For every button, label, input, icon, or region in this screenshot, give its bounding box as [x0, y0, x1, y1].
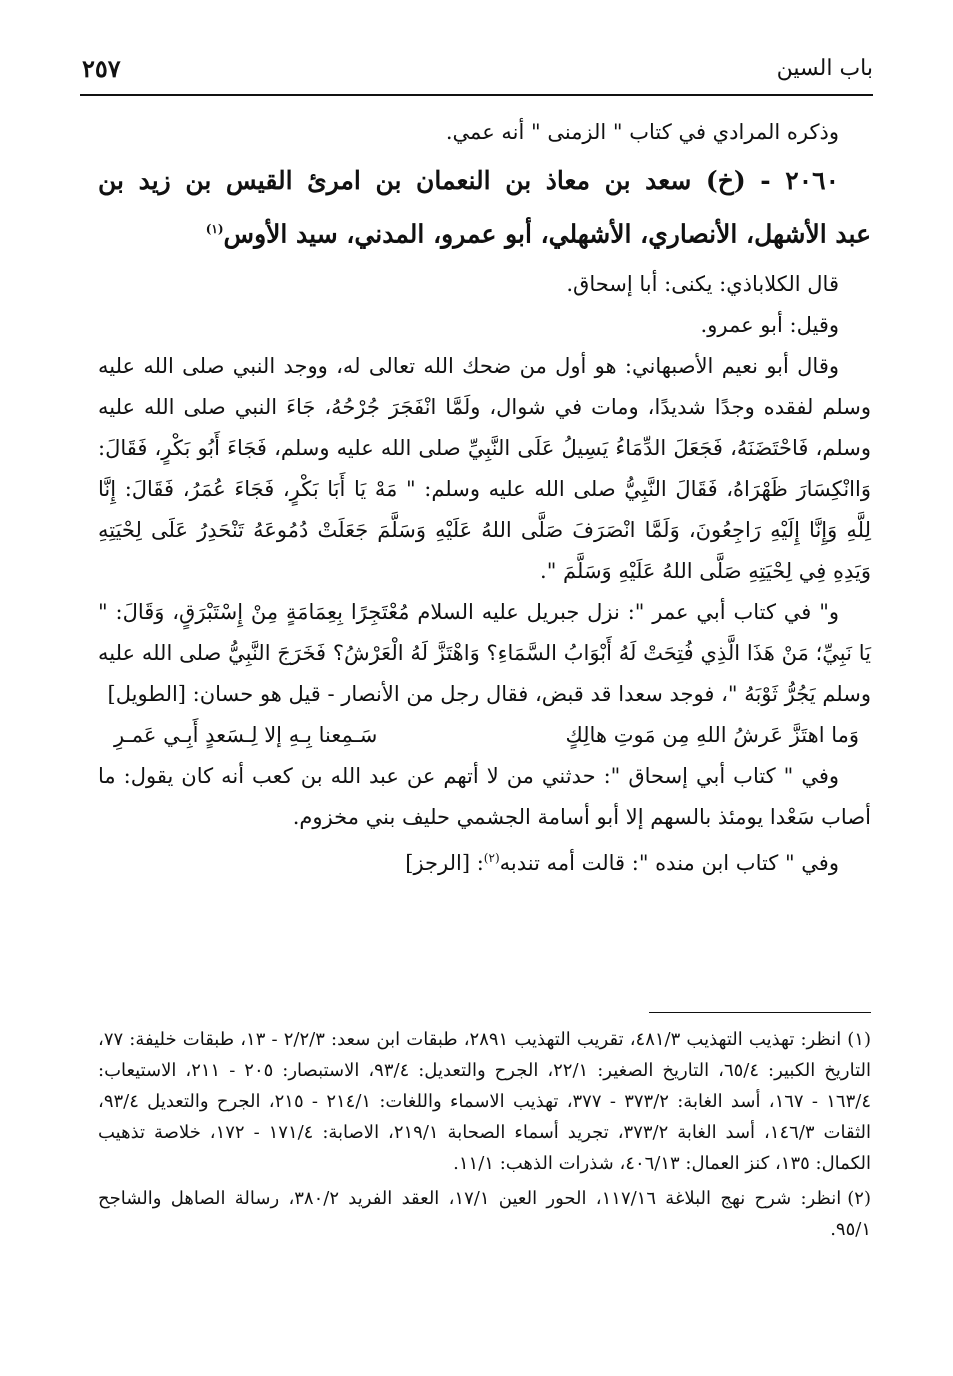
paragraph-ibn-manda: [98, 838, 871, 884]
ibn-manda-text: وفي " كتاب ابن منده ": قالت أمه تندبه: [499, 851, 839, 876]
footnote-ref-1[interactable]: (١): [205, 222, 224, 236]
footnote-text: انظر: تهذيب التهذيب ٤٨١/٣، تقريب التهذيب ٢٨٩١، طبقات ابن سعد: ٢/٢/٣ - ١٣، طبقات خليفة: ٧٧، التاريخ الكبير: ٦٥/٤، التاريخ الصغير: ٢٢/١، الجرح والتعديل: ٩٣/٤، الاستبصار: ٢٠٥ - ٢١١، الاستيعاب: ١٦٣/٤ - ١٦٧، أسد الغابة: ٣٧٣/٢ - ٣٧٧، تهذيب الاسماء واللغات: ٢١٤/١ - ٢١٥، الجرح والتعديل ٩٣/٤، الثقات ١٤٦/٣، أسد الغابة ٣٧٣/٢، تجريد أسماء الصحابة ٢١٩/١، الاصابة: ١٧١/٤ - ١٧٢، خلاصة تذهيب الكمال: ١٣٥، كنز العمال: ٤٠٦/١٣، شذرات الذهب: ١١/١.: [98, 1029, 872, 1174]
main-text: [98, 112, 871, 884]
footnote-number: (١): [847, 1029, 871, 1050]
paragraph-abu-ishaq: وفي " كتاب أبي إسحاق ": حدثني من لا أتهم عن عبد الله بن كعب أنه كان يقول: ما أصاب سَعْدا يومئذ بالسهم إلا أبو أسامة الجشمي حليف بني مخزوم.: [98, 764, 871, 830]
paragraph-alt-kunya: وقيل: أبو عمرو.: [700, 313, 839, 338]
chapter-title: باب السين: [776, 56, 873, 81]
paragraph-abu-nuaym: وقال أبو نعيم الأصبهاني: هو أول من ضحك الله تعالى له، ووجد النبي صلى الله عليه وسلم لفقده وجدًا شديدًا، ومات في شوال، ولَمَّا انْفَجَرَ جُرْحُهُ، جَاءَ النبي صلى الله عليه وسلم، فَاحْتَضَنَهُ، فَجَعَلَ الدِّمَاءُ يَسِيلُ عَلَى النَّبِيِّ صلى الله عليه وسلم، فَجَاءَ أَبُو بَكْرٍ، فَقَالَ: وَاانْكِسَارَ ظَهْرَاهُ، فَقَالَ النَّبِيُّ صلى الله عليه وسلم: " مَهْ يَا أَبَا بَكْرٍ، فَجَاءَ عُمَرُ، فَقَالَ: إِنَّا لِلَّهِ وَإِنَّا إِلَيْهِ رَاجِعُونَ، وَلَمَّا انْصَرَفَ صَلَّى اللهُ عَلَيْهِ وَسَلَّمَ جَعَلَتْ دُمُوعَهُ تَنْحَدِرُ عَلَى لِحْيَتِهِ وَيَدِهِ فِي لِحْيَتِهِ صَلَّى اللهُ عَلَيْهِ وَسَلَّمَ ".: [98, 354, 871, 584]
footnote-2: [98, 1183, 871, 1245]
poem-verse: [98, 715, 871, 756]
footnote-separator: [649, 1012, 871, 1013]
ibn-manda-meter: : [الرجز]: [405, 851, 484, 876]
footnote-text: انظر: شرح نهج البلاغة ١١٧/١٦، الحور العين ١٧/١، العقد الفريد ٣٨٠/٢، رسالة الصاهل والشاجح ٩٥/١.: [98, 1188, 871, 1240]
poem-hemistich-first: وَما اهتَزَّ عَرشُ اللهِ مِن مَوتِ هالِكٍ: [565, 723, 859, 748]
entry-heading-line-1: ٢٠٦٠ - (خ) سعد بن معاذ بن النعمان بن امرئ القيس بن زيد بن: [98, 166, 839, 195]
footnotes: [98, 1024, 871, 1249]
footnote-1: [98, 1024, 871, 1179]
paragraph-kunya: قال الكلاباذي: يكنى: أبا إسحاق.: [566, 272, 839, 297]
header-rule: [80, 94, 873, 96]
footnote-ref-2[interactable]: (٢): [483, 851, 500, 866]
running-header: [70, 52, 873, 86]
footnote-number: (٢): [847, 1188, 871, 1209]
entry-heading-line-2: [98, 205, 871, 258]
entry-heading: [98, 157, 871, 258]
poem-hemistich-second: سَـمِعنا بِـهِ إلا لِـسَعدٍ أَبِـي عَمـرِ: [114, 723, 378, 748]
paragraph-abu-umar: و" في كتاب أبي عمر ": نزل جبريل عليه السلام مُعْتَجِرًا بِعِمَامَةٍ مِنْ إِسْتَبْرَقٍ، وَقَالَ: " يَا نَبِيِّ؛ مَنْ هَذَا الَّذِي فُتِحَتْ لَهُ أَبْوَابُ السَّمَاءِ؟ وَاهْتَزَّ لَهُ الْعَرْشُ؟ فَخَرَجَ النَّبِيُّ صلى الله عليه وسلم يَجُرُّ ثَوْبَهُ "، فوجد سعدا قد قبض، فقال رجل من الأنصار - قيل هو حسان: [الطويل]: [98, 600, 871, 707]
paragraph-intro: وذكره المرادي في كتاب " الزمنى " أنه عمي.: [445, 120, 839, 144]
entry-heading-text: عبد الأشهل، الأنصاري، الأشهلي، أبو عمرو، المدني، سيد الأوس: [223, 219, 871, 249]
page-number: ٢٥٧: [82, 54, 121, 83]
